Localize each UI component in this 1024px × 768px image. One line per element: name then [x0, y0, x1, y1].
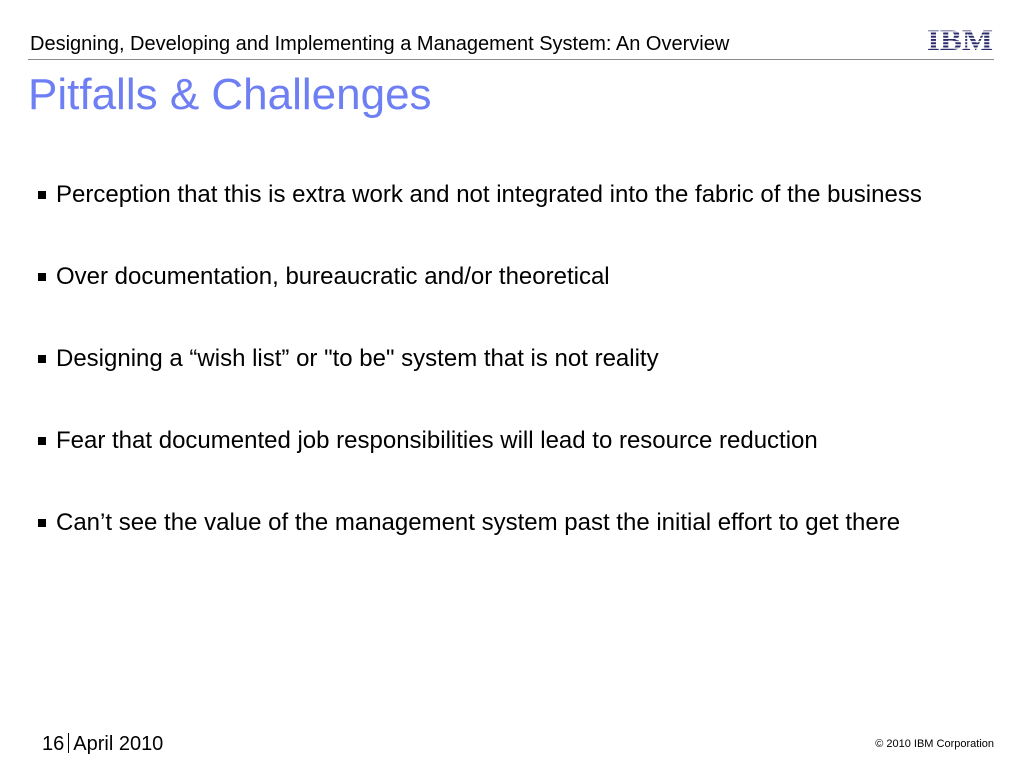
header-divider: [28, 59, 994, 60]
footer-separator: [68, 733, 69, 753]
square-bullet-icon: [38, 355, 46, 363]
footer-date: April 2010: [73, 733, 164, 755]
bullet-item: [38, 342, 998, 376]
ibm-logo: [926, 26, 994, 52]
slide-title: Pitfalls & Challenges: [28, 70, 432, 119]
page-number: 16: [42, 733, 65, 755]
svg-text:IBM: IBM: [927, 26, 993, 52]
footer-page-info: [42, 733, 163, 756]
square-bullet-icon: [38, 273, 46, 281]
bullet-item: [38, 260, 998, 294]
square-bullet-icon: [38, 519, 46, 527]
bullet-item: [38, 424, 998, 458]
square-bullet-icon: [38, 191, 46, 199]
bullet-text: Over documentation, bureaucratic and/or theoretical: [56, 263, 610, 290]
copyright-notice: © 2010 IBM Corporation: [875, 738, 994, 750]
bullet-item: [38, 506, 998, 540]
bullet-item: [38, 178, 998, 212]
bullet-list: [38, 178, 998, 588]
square-bullet-icon: [38, 437, 46, 445]
bullet-text: Perception that this is extra work and not integrated into the fabric of the business: [56, 181, 922, 208]
bullet-text: Can’t see the value of the management system past the initial effort to get there: [56, 509, 901, 536]
bullet-text: Fear that documented job responsibilities will lead to resource reduction: [56, 427, 818, 454]
header-title: Designing, Developing and Implementing a Management System: An Overview: [30, 33, 730, 55]
bullet-text: Designing a “wish list” or "to be" system that is not reality: [56, 345, 659, 372]
